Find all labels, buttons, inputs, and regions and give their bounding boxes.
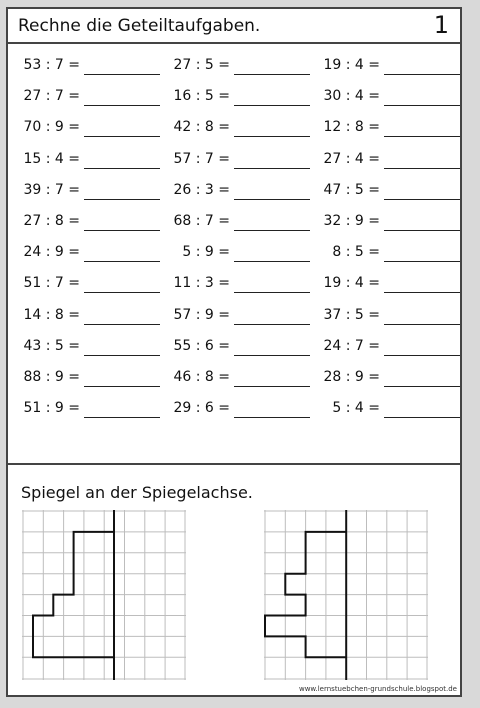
task-expression: 19 : 4 = — [323, 275, 380, 292]
answer-line[interactable] — [384, 417, 460, 418]
answer-line[interactable] — [234, 386, 310, 387]
answer-line[interactable] — [84, 261, 160, 262]
answer-line[interactable] — [234, 324, 310, 325]
answer-line[interactable] — [234, 292, 310, 293]
division-task — [18, 210, 158, 241]
task-expression: 14 : 8 = — [23, 306, 80, 323]
task-expression: 19 : 4 = — [323, 57, 380, 73]
answer-line[interactable] — [234, 199, 310, 200]
answer-line[interactable] — [384, 386, 460, 387]
task-column-2 — [168, 54, 308, 428]
task-expression: 30 : 4 = — [323, 88, 380, 105]
task-expression: 42 : 8 = — [173, 119, 230, 136]
division-task — [18, 241, 158, 272]
division-task — [18, 54, 158, 85]
task-expression: 24 : 7 = — [323, 337, 380, 354]
answer-line[interactable] — [234, 230, 310, 231]
division-task — [168, 241, 308, 272]
worksheet-header — [8, 9, 460, 44]
division-task — [318, 366, 458, 397]
division-task — [318, 148, 458, 179]
task-expression: 51 : 7 = — [23, 275, 80, 292]
task-expression: 27 : 4 = — [323, 150, 380, 167]
task-expression: 26 : 3 = — [173, 181, 230, 198]
task-expression: 53 : 7 = — [23, 57, 80, 73]
division-task — [168, 116, 308, 147]
division-task — [168, 179, 308, 210]
task-expression: 32 : 9 = — [323, 212, 380, 229]
answer-line[interactable] — [84, 105, 160, 106]
task-expression: 24 : 9 = — [23, 244, 80, 261]
answer-line[interactable] — [384, 168, 460, 169]
answer-line[interactable] — [84, 168, 160, 169]
task-expression: 15 : 4 = — [23, 150, 80, 167]
answer-line[interactable] — [234, 261, 310, 262]
mirror-grid-right — [264, 510, 428, 680]
task-expression: 68 : 7 = — [173, 212, 230, 229]
answer-line[interactable] — [234, 136, 310, 137]
task-expression: 16 : 5 = — [173, 88, 230, 105]
answer-line[interactable] — [384, 292, 460, 293]
answer-line[interactable] — [84, 74, 160, 75]
task-expression: 55 : 6 = — [173, 337, 230, 354]
answer-line[interactable] — [384, 74, 460, 75]
task-expression: 43 : 5 = — [23, 337, 80, 354]
answer-line[interactable] — [384, 136, 460, 137]
task-expression: 51 : 9 = — [23, 400, 80, 417]
division-task — [318, 241, 458, 272]
task-expression: 5 : 4 = — [332, 400, 380, 417]
mirror-grid-left — [22, 510, 186, 680]
answer-line[interactable] — [84, 136, 160, 137]
answer-line[interactable] — [84, 386, 160, 387]
division-task — [318, 179, 458, 210]
division-task — [18, 304, 158, 335]
division-task — [168, 54, 308, 85]
division-task — [168, 148, 308, 179]
division-task — [18, 335, 158, 366]
answer-line[interactable] — [84, 199, 160, 200]
mirror-task-title: Spiegel an der Spiegelachse. — [21, 483, 253, 502]
task-expression: 47 : 5 = — [323, 181, 380, 198]
task-expression: 57 : 7 = — [173, 150, 230, 167]
footer-url: www.lernstuebchen-grundschule.blogspot.de — [298, 685, 457, 693]
division-task — [168, 397, 308, 428]
division-task — [18, 179, 158, 210]
page-number: 1 — [433, 11, 449, 39]
division-task — [18, 85, 158, 116]
answer-line[interactable] — [384, 199, 460, 200]
task-column-3 — [318, 54, 458, 428]
division-task — [168, 335, 308, 366]
division-task — [168, 85, 308, 116]
answer-line[interactable] — [384, 230, 460, 231]
division-task — [18, 272, 158, 303]
task-expression: 27 : 7 = — [23, 88, 80, 105]
task-expression: 11 : 3 = — [173, 275, 230, 292]
division-task — [168, 304, 308, 335]
worksheet — [6, 7, 462, 697]
answer-line[interactable] — [84, 230, 160, 231]
division-task — [318, 116, 458, 147]
answer-line[interactable] — [384, 261, 460, 262]
page-title: Rechne die Geteiltaufgaben. — [18, 16, 261, 36]
task-expression: 28 : 9 = — [323, 368, 380, 385]
answer-line[interactable] — [84, 324, 160, 325]
section-divider — [8, 463, 460, 465]
answer-line[interactable] — [84, 417, 160, 418]
division-task — [168, 210, 308, 241]
division-task — [18, 148, 158, 179]
task-expression: 27 : 5 = — [173, 57, 230, 73]
division-task — [318, 272, 458, 303]
task-expression: 27 : 8 = — [23, 212, 80, 229]
task-column-1 — [18, 54, 158, 428]
answer-line[interactable] — [234, 74, 310, 75]
answer-line[interactable] — [234, 168, 310, 169]
task-expression: 46 : 8 = — [173, 368, 230, 385]
task-expression: 5 : 9 = — [182, 244, 230, 261]
answer-line[interactable] — [384, 355, 460, 356]
division-task — [168, 366, 308, 397]
division-task — [18, 116, 158, 147]
division-task — [318, 335, 458, 366]
division-task — [318, 397, 458, 428]
answer-line[interactable] — [234, 105, 310, 106]
task-expression: 8 : 5 = — [332, 244, 380, 261]
answer-line[interactable] — [84, 292, 160, 293]
division-task — [318, 304, 458, 335]
division-task — [168, 272, 308, 303]
answer-line[interactable] — [234, 417, 310, 418]
task-expression: 29 : 6 = — [173, 400, 230, 417]
task-expression: 12 : 8 = — [323, 119, 380, 136]
division-task — [18, 397, 158, 428]
division-task — [318, 54, 458, 85]
answer-line[interactable] — [384, 324, 460, 325]
answer-line[interactable] — [234, 355, 310, 356]
task-expression: 39 : 7 = — [23, 181, 80, 198]
task-expression: 57 : 9 = — [173, 306, 230, 323]
answer-line[interactable] — [84, 355, 160, 356]
task-expression: 88 : 9 = — [23, 368, 80, 385]
task-expression: 70 : 9 = — [23, 119, 80, 136]
division-task — [318, 210, 458, 241]
answer-line[interactable] — [384, 105, 460, 106]
division-task — [18, 366, 158, 397]
division-task — [318, 85, 458, 116]
task-expression: 37 : 5 = — [323, 306, 380, 323]
grid-lines — [22, 510, 186, 680]
